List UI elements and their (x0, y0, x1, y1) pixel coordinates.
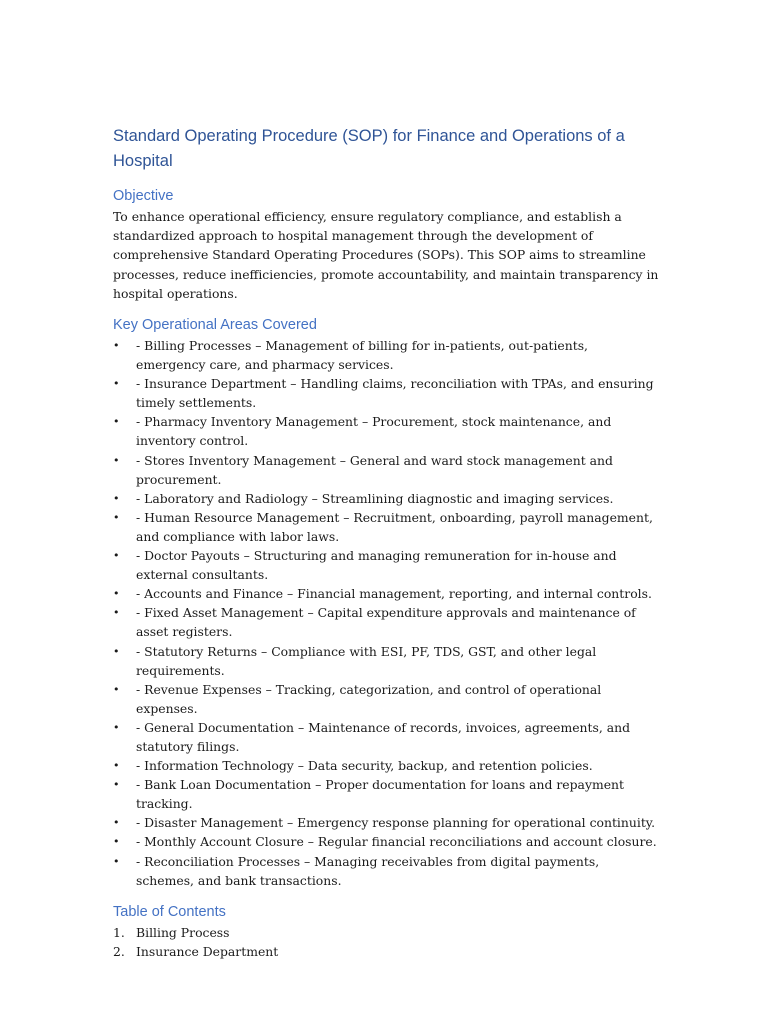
toc-item (113, 942, 661, 961)
list-item-text: - Laboratory and Radiology – Streamlining diagnostic and imaging services. (136, 490, 614, 506)
bullet-icon: • (113, 453, 120, 467)
list-item (113, 852, 661, 890)
bullet-icon: • (113, 339, 120, 353)
list-item (113, 718, 661, 756)
bullet-icon: • (113, 644, 120, 658)
bullet-icon: • (113, 415, 120, 429)
list-item (113, 489, 661, 508)
bullet-icon: • (113, 549, 120, 563)
list-item-text: - Doctor Payouts – Structuring and managing remuneration for in-house and external consultants. (136, 548, 617, 583)
list-item-text: - Revenue Expenses – Tracking, categorization, and control of operational expenses. (136, 681, 602, 716)
list-item (113, 603, 661, 641)
list-item (113, 642, 661, 680)
list-item-text: - Stores Inventory Management – General and ward stock management and procurement. (136, 452, 613, 487)
list-item-text: - Reconciliation Processes – Managing receivables from digital payments, schemes, and bank transactions. (136, 853, 600, 888)
list-item (113, 584, 661, 603)
list-item-text: - Pharmacy Inventory Management – Procurement, stock maintenance, and inventory control. (136, 414, 612, 449)
objective-heading: Objective (113, 188, 174, 204)
objective-text: To enhance operational efficiency, ensure regulatory compliance, and establish a standardized approach to hospital management through the development of comprehensive Standard Operating Procedures (SOPs). This SOP aims to streamline processes, reduce inefficiencies, promote accountability, and maintain transparency in hospital operations. (113, 209, 659, 301)
list-item (113, 546, 661, 584)
key-areas-heading: Key Operational Areas Covered (113, 317, 317, 334)
bullet-icon: • (113, 778, 120, 792)
toc-item-number: 2. (113, 943, 125, 959)
list-item (113, 374, 661, 412)
bullet-icon: • (113, 510, 120, 524)
list-item-text: - Human Resource Management – Recruitment, onboarding, payroll management, and compliance with labor laws. (136, 509, 653, 544)
list-item-text: - Statutory Returns – Compliance with ESI, PF, TDS, GST, and other legal requirements. (136, 643, 597, 678)
bullet-icon: • (113, 816, 120, 830)
bullet-icon: • (113, 491, 120, 505)
toc-item (113, 923, 661, 942)
toc-list (113, 923, 661, 961)
list-item-text: - General Documentation – Maintenance of records, invoices, agreements, and statutory filings. (136, 719, 631, 754)
list-item (113, 832, 661, 851)
bullet-icon: • (113, 377, 120, 391)
list-item (113, 813, 661, 832)
bullet-icon: • (113, 854, 120, 868)
toc-item-number: 1. (113, 924, 125, 940)
bullet-icon: • (113, 587, 120, 601)
key-areas-list (113, 336, 661, 890)
bullet-icon: • (113, 835, 120, 849)
list-item-text: - Disaster Management – Emergency response planning for operational continuity. (136, 815, 656, 831)
list-item (113, 756, 661, 775)
list-item-text: - Bank Loan Documentation – Proper documentation for loans and repayment tracking. (136, 777, 624, 812)
toc-item-label: Insurance Department (136, 943, 279, 959)
list-item-text: - Insurance Department – Handling claims, reconciliation with TPAs, and ensuring timely settlements. (136, 376, 654, 411)
list-item-text: - Fixed Asset Management – Capital expenditure approvals and maintenance of asset registers. (136, 605, 636, 640)
list-item (113, 508, 661, 546)
list-item-text: - Monthly Account Closure – Regular financial reconciliations and account closure. (136, 834, 657, 850)
list-item-text: - Information Technology – Data security, backup, and retention policies. (136, 758, 593, 774)
list-item (113, 680, 661, 718)
bullet-icon: • (113, 682, 120, 696)
toc-item-label: Billing Process (136, 924, 230, 940)
bullet-icon: • (113, 720, 120, 734)
list-item (113, 412, 661, 450)
toc-heading: Table of Contents (113, 903, 226, 920)
list-item-text: - Accounts and Finance – Financial management, reporting, and internal controls. (136, 586, 652, 602)
bullet-icon: • (113, 759, 120, 773)
document-title: Standard Operating Procedure (SOP) for Finance and Operations of a Hospital (113, 127, 625, 170)
document-page (113, 124, 661, 961)
list-item-text: - Billing Processes – Management of billing for in-patients, out-patients, emergency care, and pharmacy services. (136, 338, 588, 373)
bullet-icon: • (113, 606, 120, 620)
list-item (113, 336, 661, 374)
list-item (113, 775, 661, 813)
list-item (113, 451, 661, 489)
